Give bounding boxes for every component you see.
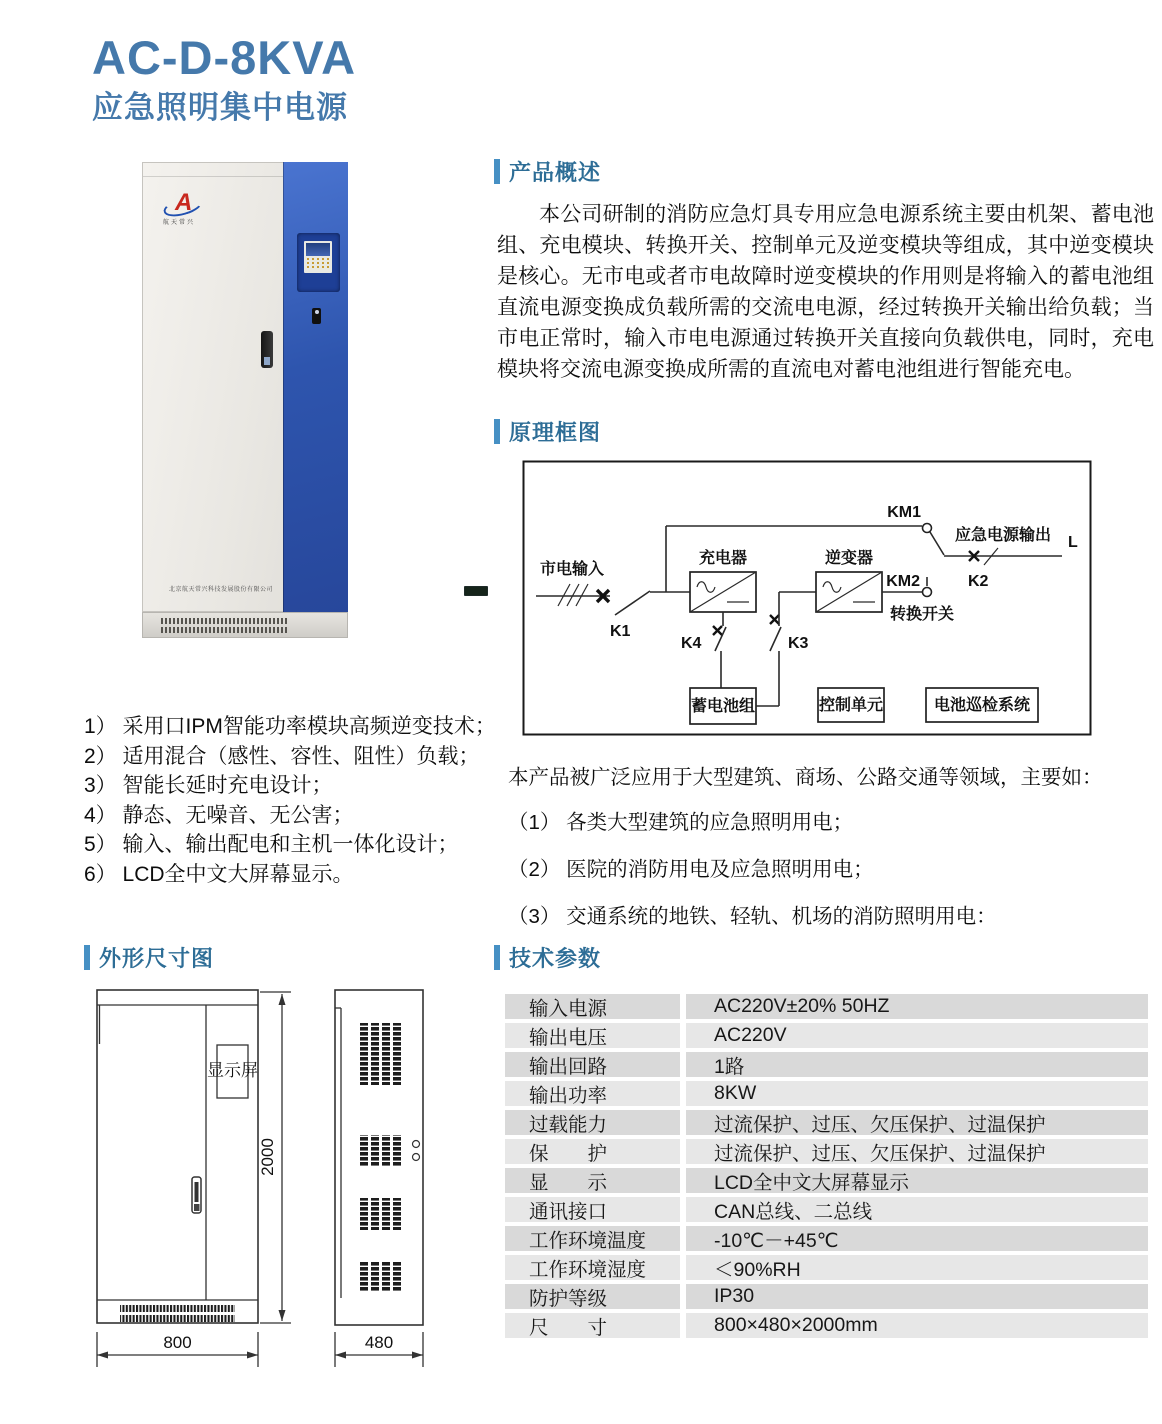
k4-label: K4 (681, 635, 702, 652)
front-view (97, 990, 258, 1323)
section-title: 外形尺寸图 (99, 946, 215, 971)
spec-row (505, 1023, 1148, 1048)
spec-value: IP30 (686, 1284, 1148, 1309)
spec-value: CAN总线、二总线 (686, 1197, 1148, 1222)
base-vents (120, 1315, 235, 1322)
spec-label: 保 护 (505, 1139, 680, 1164)
applications (508, 760, 1162, 946)
section-dimensions-header (84, 942, 214, 973)
spec-label: 输出回路 (505, 1052, 680, 1077)
k2-label: K2 (968, 573, 989, 590)
spec-row (505, 1139, 1148, 1164)
product-photo (142, 162, 348, 638)
lcd-screen (306, 243, 330, 256)
button-row (307, 262, 329, 264)
spec-label: 通讯接口 (505, 1197, 680, 1222)
spec-value: ＜90%RH (686, 1255, 1148, 1280)
overview-paragraph: 本公司研制的消防应急灯具专用应急电源系统主要由机架、蓄电池组、充电模块、转换开关、控制单元及逆变模块等组成，其中逆变模块是核心。无市电或者市电故障时逆变模块的作用则是将输入的蓄电池组直流电源变换成负载所需的交流电电源，经过转换开关输出给负载；当市电正常时，输入市电电源通过转换开关直接向负载供电，同时，充电模块将交流电源变换成所需的直流电对蓄电池组进行智能充电。 (497, 203, 1154, 381)
spec-row (505, 1168, 1148, 1193)
svg-text:蓄电池组: 蓄电池组 (690, 698, 756, 715)
spec-label: 工作环境温度 (505, 1226, 680, 1251)
spec-value: LCD全中文大屏幕显示 (686, 1168, 1148, 1193)
panel-nameplate (464, 586, 488, 596)
dim-height-2000 (258, 992, 291, 1323)
spec-row (505, 1313, 1148, 1338)
spec-label: 工作环境湿度 (505, 1255, 680, 1280)
spec-value: AC220V (686, 1023, 1148, 1048)
spec-label: 输出功率 (505, 1081, 680, 1106)
svg-text:市电输入: 市电输入 (540, 561, 605, 578)
transfer-switch-label: 转换开关 (890, 606, 955, 623)
section-bar (494, 419, 500, 444)
lcd-panel-inner (304, 241, 332, 273)
lcd-panel (297, 233, 340, 292)
spec-label: 尺 寸 (505, 1313, 680, 1338)
svg-text:控制单元: 控制单元 (818, 697, 884, 714)
dim-depth-480 (335, 1332, 423, 1367)
section-bar (494, 159, 500, 184)
km2-label: KM2 (886, 573, 920, 590)
line-l-label: L (1068, 534, 1078, 551)
spec-value: 8KW (686, 1081, 1148, 1106)
cabinet-base (142, 612, 348, 638)
svg-text:充电器: 充电器 (698, 550, 748, 567)
spec-row (505, 1052, 1148, 1077)
page-subtitle: 应急照明集中电源 (92, 90, 348, 125)
base-vent-row (161, 627, 289, 633)
section-title: 技术参数 (509, 946, 602, 971)
inverter-block (816, 548, 882, 612)
spec-label: 输出电压 (505, 1023, 680, 1048)
spec-value: 过流保护、过压、欠压保护、过温保护 (686, 1139, 1148, 1164)
brand-logo (163, 189, 209, 226)
feature-item: 4） 静态、无噪音、无公害； (84, 803, 354, 827)
spec-row (505, 1081, 1148, 1106)
section-title: 产品概述 (509, 160, 602, 185)
km1-label: KM1 (887, 504, 921, 521)
spec-row (505, 1255, 1148, 1280)
spec-value: -10℃－+45℃ (686, 1226, 1148, 1251)
application-item: （2） 医院的消防用电及应急照明用电； (508, 858, 874, 881)
feature-item: 3） 智能长延时充电设计； (84, 774, 333, 797)
svg-text:480: 480 (364, 1333, 394, 1352)
button-row (307, 266, 329, 268)
display-screen-label: 显示屏 (207, 1061, 258, 1080)
spec-row (505, 1197, 1148, 1222)
spec-label: 过载能力 (505, 1110, 680, 1135)
side-view (335, 990, 423, 1325)
specs-table (505, 994, 1148, 1342)
spec-value: AC220V±20% 50HZ (686, 994, 1148, 1019)
application-item: （1） 各类大型建筑的应急照明用电； (508, 811, 854, 834)
svg-text:逆变器: 逆变器 (824, 550, 874, 567)
control-unit-block (818, 688, 884, 722)
company-name-text: 北京航天常兴科技发展股份有限公司 (169, 587, 274, 593)
output-label: 应急电源输出 (954, 527, 1052, 544)
svg-text:电池巡检系统: 电池巡检系统 (933, 697, 1031, 714)
spec-value: 过流保护、过压、欠压保护、过温保护 (686, 1110, 1148, 1135)
spec-label: 显 示 (505, 1168, 680, 1193)
section-specs-header (494, 942, 601, 973)
base-vent-row (161, 618, 289, 624)
panel-lock (312, 308, 321, 324)
section-diagram-header (494, 416, 601, 447)
section-title: 原理框图 (509, 420, 602, 445)
logo-letter: A (175, 189, 193, 216)
charger-block (690, 548, 756, 612)
feature-item: 5） 输入、输出配电和主机一体化设计； (84, 833, 459, 856)
k3-label: K3 (788, 635, 809, 652)
logo-text: 航天常兴 (163, 220, 196, 226)
spec-value: 800×480×2000mm (686, 1313, 1148, 1338)
svg-text:2000: 2000 (258, 1138, 277, 1176)
base-vents (120, 1305, 235, 1312)
applications-intro: 本产品被广泛应用于大型建筑、商场、公路交通等领域，主要如： (508, 766, 1103, 789)
section-overview-header (494, 156, 601, 187)
battery-monitor-block (926, 688, 1038, 722)
feature-list (84, 712, 524, 889)
spec-row (505, 994, 1148, 1019)
spec-row (505, 1110, 1148, 1135)
svg-text:800: 800 (163, 1333, 192, 1352)
feature-item: 1） 采用口IPM智能功率模块高频逆变技术； (84, 715, 496, 738)
spec-value: 1路 (686, 1052, 1148, 1077)
spec-label: 防护等级 (505, 1284, 680, 1309)
spec-row (505, 1284, 1148, 1309)
section-bar (84, 945, 90, 970)
application-item: （3） 交通系统的地铁、轻轨、机场的消防照明用电： (508, 905, 997, 928)
battery-block (690, 688, 756, 724)
button-row (307, 258, 329, 260)
feature-item: 2） 适用混合（感性、容性、阻性）负载； (84, 744, 480, 768)
dim-width-800 (97, 1332, 258, 1367)
door-handle (261, 331, 273, 368)
principle-block-diagram (522, 460, 1092, 736)
k1-label: K1 (610, 623, 631, 640)
section-bar (494, 945, 500, 970)
spec-label: 输入电源 (505, 994, 680, 1019)
spec-row (505, 1226, 1148, 1251)
feature-item: 6） LCD全中文大屏幕显示。 (84, 862, 354, 886)
cabinet-blue-panel (283, 162, 348, 612)
page-title: AC-D-8KVA (92, 31, 357, 84)
dimension-drawing (85, 982, 460, 1382)
